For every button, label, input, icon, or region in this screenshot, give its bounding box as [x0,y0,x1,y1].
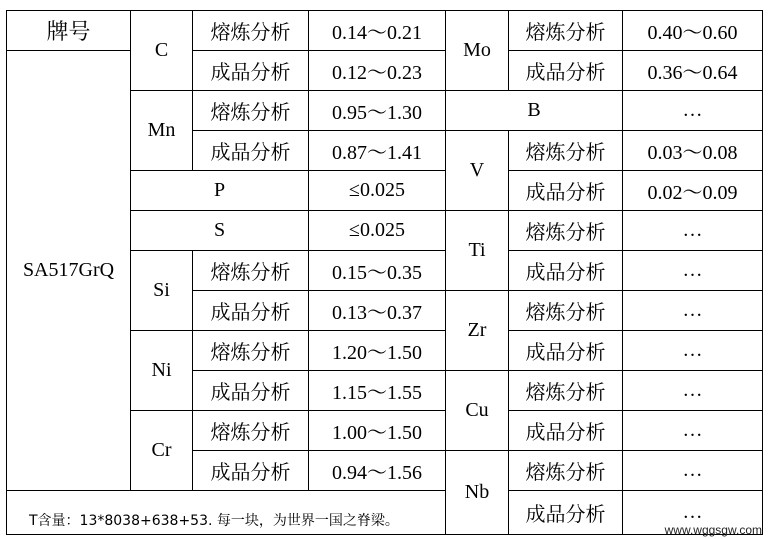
table-cell: … [623,371,763,411]
table-cell: 成品分析 [509,51,623,91]
table-row [7,11,763,51]
table-cell: SA517GrQ [7,51,131,491]
table-cell: 成品分析 [509,171,623,211]
table-cell: Cu [446,371,509,451]
table-cell: 牌号 [7,11,131,51]
footnote: T含量：13*8038+638+53. 每一块，为世界一国之脊梁。 [7,491,446,535]
table-cell: 1.20～1.50 [309,331,446,371]
table-cell: 0.36～0.64 [623,51,763,91]
table-cell: 成品分析 [193,451,309,491]
watermark: www.wggsgw.com [664,523,762,537]
table-row [7,491,763,535]
table-cell: 成品分析 [509,411,623,451]
table-cell: B [446,91,623,131]
table-cell: 0.03～0.08 [623,131,763,171]
table-cell: 0.87～1.41 [309,131,446,171]
table-cell: Mn [131,91,193,171]
table-cell: Cr [131,411,193,491]
table-cell: V [446,131,509,211]
table-cell: 熔炼分析 [193,91,309,131]
table-cell: 熔炼分析 [509,451,623,491]
table-cell: … [623,331,763,371]
table-cell: Mo [446,11,509,91]
table-cell: 0.95～1.30 [309,91,446,131]
table-cell: Ti [446,211,509,291]
table-cell: … [623,211,763,251]
table-cell: 熔炼分析 [509,131,623,171]
table-cell: 0.94～1.56 [309,451,446,491]
composition-table [6,10,763,535]
table-cell: 成品分析 [193,371,309,411]
table-cell: 0.13～0.37 [309,291,446,331]
table-cell: 成品分析 [509,251,623,291]
table-cell: ≤0.025 [309,171,446,211]
table-cell: C [131,11,193,91]
table-cell: … [623,451,763,491]
table-cell: 熔炼分析 [509,371,623,411]
table-cell: 1.00～1.50 [309,411,446,451]
table-row [7,51,763,91]
table-cell: … [623,251,763,291]
table-cell: 熔炼分析 [509,11,623,51]
table-cell: 熔炼分析 [193,331,309,371]
table-cell: 成品分析 [193,291,309,331]
table-cell: Zr [446,291,509,371]
table-cell: 熔炼分析 [193,11,309,51]
table-cell: … [623,491,763,535]
table-cell: 1.15～1.55 [309,371,446,411]
table-cell: 成品分析 [509,331,623,371]
table-cell: ≤0.025 [309,211,446,251]
table-cell: … [623,291,763,331]
table-cell: 成品分析 [509,491,623,535]
table-cell: 0.14～0.21 [309,11,446,51]
table-cell: 0.15～0.35 [309,251,446,291]
table-cell: Ni [131,331,193,411]
table-cell: … [623,411,763,451]
table-cell: 熔炼分析 [509,291,623,331]
table-cell: 熔炼分析 [193,411,309,451]
table-cell: Nb [446,451,509,535]
table-cell: S [131,211,309,251]
table-cell: 0.40～0.60 [623,11,763,51]
table-cell: 0.12～0.23 [309,51,446,91]
table-cell: 成品分析 [193,51,309,91]
table-cell: 熔炼分析 [509,211,623,251]
table-cell: … [623,91,763,131]
table-cell: P [131,171,309,211]
table-cell: Si [131,251,193,331]
table-cell: 熔炼分析 [193,251,309,291]
table-cell: 成品分析 [193,131,309,171]
table-cell: 0.02～0.09 [623,171,763,211]
